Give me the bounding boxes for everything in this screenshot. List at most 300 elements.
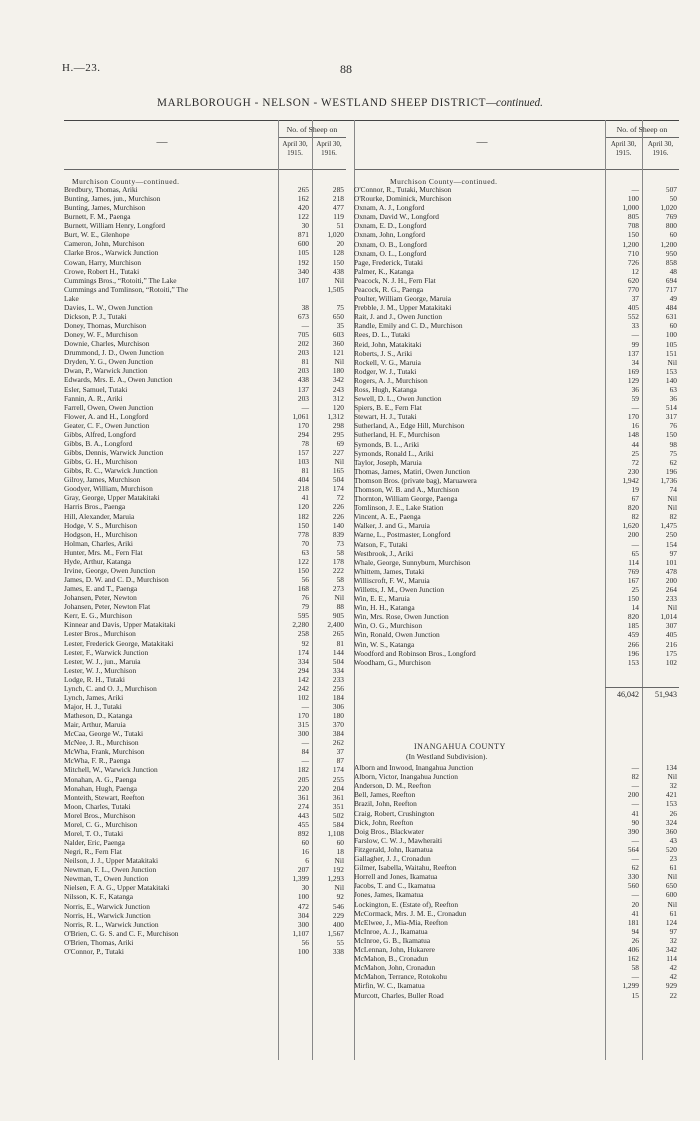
table-row	[354, 258, 679, 267]
owner-name: McNee, J. R., Murchison	[64, 738, 139, 748]
owner-name: Oxnam, A. J., Longford	[354, 203, 425, 213]
owner-name: Sutherland, H. F., Murchison	[354, 430, 440, 440]
table-row	[354, 321, 679, 330]
sheep-1916: 800	[665, 221, 677, 231]
sheep-1916: 360	[332, 339, 344, 349]
owner-name: O'Connor, P., Tutaki	[64, 946, 124, 956]
sheep-1916: 839	[332, 529, 344, 539]
sheep-1916: 48	[669, 266, 677, 276]
sheep-1916: 184	[332, 692, 344, 702]
owner-name: Walker, J. and G., Maruia	[354, 521, 430, 531]
sheep-1915: 79	[301, 602, 309, 612]
sheep-1915: 726	[627, 257, 639, 267]
owner-name: Oxnam, E. D., Longford	[354, 221, 427, 231]
owner-name: Win, O. G., Murchison	[354, 621, 423, 631]
sheep-1915: 390	[627, 826, 639, 836]
table-row	[64, 366, 346, 375]
table-row	[354, 267, 679, 276]
sheep-1915: 1,620	[622, 521, 639, 531]
owner-name: Mirfin, W. C., Ikamatua	[354, 981, 425, 991]
sheep-1916: Nil	[667, 772, 677, 782]
table-row	[354, 945, 679, 954]
inangahua-heading: INANGAHUA COUNTY	[414, 742, 506, 751]
sheep-1915: 404	[297, 475, 309, 485]
left-header-dash: —	[156, 136, 168, 148]
sheep-1915: 300	[297, 729, 309, 739]
table-row	[354, 981, 679, 990]
total-1916: 51,943	[655, 690, 677, 699]
owner-name: Win, H. H., Katanga	[354, 603, 415, 613]
sheep-1915: 19	[631, 484, 639, 494]
sheep-1915: 330	[627, 872, 639, 882]
sheep-1916: 74	[669, 484, 677, 494]
table-row	[64, 720, 346, 729]
sheep-1916: 285	[332, 185, 344, 194]
owner-name: Burnett, F. M., Paenga	[64, 212, 131, 222]
sheep-1915: 443	[297, 810, 309, 820]
sheep-1916: 51	[336, 221, 344, 231]
sheep-1915: 300	[297, 919, 309, 929]
owner-name: Dryden, Y. G., Owen Junction	[64, 357, 154, 367]
page-id: H.—23.	[62, 62, 101, 74]
inangahua-subheading: (In Westland Subdivision).	[406, 752, 488, 761]
owner-name: Monteith, Stewart, Reefton	[64, 792, 145, 802]
sheep-1915: 170	[297, 711, 309, 721]
sheep-1915: 63	[301, 547, 309, 557]
sheep-1915: 100	[297, 892, 309, 902]
sheep-1915: 100	[627, 194, 639, 204]
owner-name: Lester, W. J., Murchison	[64, 665, 137, 675]
owner-name: Oxnam, O. B., Longford	[354, 239, 427, 249]
table-row	[354, 467, 679, 476]
table-row	[354, 567, 679, 576]
owner-name: Doney, Thomas, Murchison	[64, 321, 147, 331]
sheep-1916: Nil	[334, 883, 344, 893]
sheep-1916: 273	[332, 584, 344, 594]
table-row	[64, 620, 346, 629]
right-section-heading: Murchison County—continued.	[390, 177, 498, 186]
owner-name: Doig Bros., Blackwater	[354, 826, 424, 836]
table-row	[64, 847, 346, 856]
sheep-1915: 595	[297, 611, 309, 621]
table-row	[64, 248, 346, 257]
owner-name: Fitzgerald, John, Ikamatua	[354, 844, 433, 854]
sheep-1915: 41	[631, 808, 639, 818]
sheep-1916: 75	[669, 448, 677, 458]
table-row	[64, 829, 346, 838]
sheep-1915: 153	[627, 657, 639, 667]
sheep-1915: 78	[301, 438, 309, 448]
sheep-1916: 306	[332, 701, 344, 711]
table-row	[354, 612, 679, 621]
sheep-1915: 438	[297, 375, 309, 385]
owner-name: Doney, W. F., Murchison	[64, 330, 138, 340]
owner-name: Drummond, J. D., Owen Junction	[64, 348, 164, 358]
table-row	[64, 929, 346, 938]
table-row	[64, 239, 346, 248]
owner-name: Watson, F., Tutaki	[354, 539, 408, 549]
owner-name: Harris Bros., Paenga	[64, 502, 126, 512]
table-row	[354, 440, 679, 449]
table-row	[64, 729, 346, 738]
table-row	[64, 938, 346, 947]
sheep-1916: 58	[336, 575, 344, 584]
table-row	[64, 629, 346, 638]
table-row	[354, 658, 679, 667]
left-section-heading: Murchison County—continued.	[72, 177, 180, 186]
sheep-1916: 717	[665, 284, 677, 294]
table-row	[64, 439, 346, 448]
owner-name: McCormack, Mrs. J. M. E., Cronadun	[354, 908, 467, 918]
owner-name: Monahan, Hugh, Paenga	[64, 783, 138, 793]
right-header-no-of-sheep: No. of Sheep on	[605, 123, 679, 138]
owner-name: Sutherland, A., Edge Hill, Murchison	[354, 421, 465, 431]
table-row	[354, 781, 679, 790]
sheep-1916: 175	[665, 648, 677, 658]
sheep-1915: 105	[297, 248, 309, 258]
owner-name: Woodham, G., Murchison	[354, 657, 431, 667]
owner-name: Page, Frederick, Tutaki	[354, 257, 423, 267]
sheep-1916: 87	[336, 756, 344, 766]
sheep-1916: 218	[332, 194, 344, 204]
sheep-1916: 360	[665, 826, 677, 836]
sheep-1915: 218	[297, 484, 309, 494]
sheep-1916: 75	[336, 302, 344, 312]
table-row	[354, 330, 679, 339]
sheep-1915: 142	[297, 674, 309, 684]
table-row	[64, 230, 346, 239]
sheep-1916: 342	[665, 945, 677, 954]
sheep-1916: 140	[665, 375, 677, 385]
sheep-1916: 42	[669, 972, 677, 982]
sheep-1915: 65	[631, 548, 639, 558]
sheep-1915: 34	[631, 357, 639, 367]
sheep-1916: 650	[332, 311, 344, 321]
sheep-1916: 324	[665, 817, 677, 827]
table-row	[354, 521, 679, 530]
owner-name: Bell, James, Reefton	[354, 790, 416, 800]
owner-name: Brazil, John, Reefton	[354, 799, 417, 809]
sheep-1916: Nil	[667, 872, 677, 882]
sheep-1916: 153	[665, 799, 677, 809]
sheep-1915: 1,942	[622, 475, 639, 485]
sheep-1916: 1,020	[660, 203, 677, 213]
sheep-1916: 58	[336, 547, 344, 557]
owner-name: McInroe, A. J., Ikamatua	[354, 926, 428, 936]
sheep-1916: 200	[665, 575, 677, 585]
total-1915: 46,042	[617, 690, 639, 699]
table-row	[64, 448, 346, 457]
sheep-1915: 122	[297, 212, 309, 222]
owner-name: Morel Bros., Murchison	[64, 810, 136, 820]
sheep-1916: 196	[665, 466, 677, 476]
table-row	[64, 684, 346, 693]
owner-name: Johansen, Peter, Newton	[64, 593, 137, 603]
sheep-1916: 69	[336, 438, 344, 448]
owner-name: Kerr, E. G., Murchison	[64, 611, 133, 621]
owner-name: Prebble, J. M., Upper Matakitaki	[354, 303, 452, 313]
sheep-1915: —	[631, 799, 639, 809]
table-row	[354, 649, 679, 658]
sheep-1915: —	[631, 539, 639, 549]
right-column	[354, 120, 679, 1060]
table-row	[64, 711, 346, 720]
left-column	[64, 120, 346, 1060]
sheep-1915: 92	[301, 638, 309, 648]
sheep-1916: 61	[669, 863, 677, 873]
owner-name: Lockington, E. (Estate of), Reefton	[354, 899, 459, 909]
owner-name: Rockell, V. G., Maruia	[354, 357, 421, 367]
sheep-1915: 196	[627, 648, 639, 658]
table-row	[64, 539, 346, 548]
sheep-1915: 67	[631, 494, 639, 504]
sheep-1916: 650	[665, 881, 677, 891]
sheep-1916: 97	[669, 548, 677, 558]
sheep-1915: 76	[301, 593, 309, 603]
owner-name: O'Rourke, Dominick, Murchison	[354, 194, 452, 204]
owner-name: Ross, Hugh, Katanga	[354, 384, 417, 394]
owner-name: Anderson, D. M., Reefton	[354, 781, 431, 791]
sheep-1915: 107	[297, 275, 309, 285]
sheep-1915: 114	[628, 557, 639, 567]
sheep-1915: 12	[631, 266, 639, 276]
owner-name: Spiers, B. E., Fern Flat	[354, 403, 422, 413]
sheep-1916: 262	[332, 738, 344, 748]
owner-name: Cameron, John, Murchison	[64, 239, 145, 249]
table-row	[354, 540, 679, 549]
owner-name: Oxnam, O. L., Longford	[354, 248, 427, 258]
sheep-1915: 207	[297, 865, 309, 875]
sheep-1915: 150	[627, 594, 639, 604]
sheep-1915: 56	[301, 575, 309, 584]
table-row	[64, 457, 346, 466]
sheep-1916: 600	[665, 890, 677, 900]
sheep-1915: 708	[627, 221, 639, 231]
sheep-1916: 478	[665, 566, 677, 576]
table-row	[354, 303, 679, 312]
sheep-1916: 97	[669, 926, 677, 936]
sheep-1915: 150	[297, 565, 309, 575]
right-column-header	[354, 120, 679, 168]
sheep-1915: 420	[297, 203, 309, 213]
sheep-1915: 200	[627, 530, 639, 540]
sheep-1916: 192	[332, 865, 344, 875]
table-row	[354, 430, 679, 439]
sheep-1916: 631	[665, 312, 677, 322]
sheep-1916: 174	[332, 765, 344, 775]
sheep-1915: 185	[627, 621, 639, 631]
sheep-1915: 162	[627, 954, 639, 964]
table-row	[64, 947, 346, 956]
owner-name: Lodge, R. H., Tutaki	[64, 674, 125, 684]
sheep-1915: 137	[297, 384, 309, 394]
sheep-1915: 1,299	[622, 981, 639, 991]
sheep-1916: 438	[332, 266, 344, 276]
sheep-1916: 165	[332, 466, 344, 476]
owner-name: McWha, F. R., Paenga	[64, 756, 131, 766]
sheep-1916: Nil	[667, 357, 677, 367]
owner-name: Alborn and Inwood, Inangahua Junction	[354, 763, 474, 772]
owner-name: Williscroft, F. W., Maruia	[354, 575, 430, 585]
table-row	[64, 557, 346, 566]
table-row	[64, 357, 346, 366]
owner-name: Stewart, H. J., Tutaki	[354, 412, 417, 422]
owner-name: Norris, R. L., Warwick Junction	[64, 919, 159, 929]
table-row	[64, 611, 346, 620]
sheep-1915: 192	[297, 257, 309, 267]
sheep-1916: 36	[669, 394, 677, 404]
owner-name: Hunter, Mrs. M., Fern Flat	[64, 547, 143, 557]
sheep-1915: 871	[297, 230, 309, 240]
sheep-1916: 233	[665, 594, 677, 604]
sheep-1916: 227	[332, 448, 344, 458]
sheep-1915: 560	[627, 881, 639, 891]
table-row	[354, 790, 679, 799]
owner-name: Moon, Charles, Tutaki	[64, 801, 131, 811]
sheep-1915: 82	[631, 512, 639, 522]
page-number: 88	[340, 62, 352, 76]
table-row	[64, 639, 346, 648]
sheep-1915: 242	[297, 683, 309, 693]
sheep-1916: 1,312	[327, 411, 344, 421]
owner-name: McElwee, J., Mia-Mia, Reefton	[354, 917, 448, 927]
owner-name: Tomlinson, J. E., Lake Station	[354, 503, 444, 513]
table-row	[354, 991, 679, 1000]
sheep-1915: 620	[627, 275, 639, 285]
owner-name: Cummings and Tomlinson, “Rotoiti,” The	[64, 284, 189, 294]
owner-name: Newman, T., Owen Junction	[64, 874, 149, 884]
table-row	[354, 918, 679, 927]
sheep-1916: 61	[669, 908, 677, 918]
table-row	[354, 927, 679, 936]
sheep-1915: 148	[627, 430, 639, 440]
sheep-1915: 102	[297, 692, 309, 702]
owner-name: Win, Mrs. Rose, Owen Junction	[354, 612, 449, 622]
sheep-1916: 1,014	[660, 612, 677, 622]
table-row	[64, 221, 346, 230]
sheep-1916: 114	[666, 954, 677, 964]
table-row	[354, 285, 679, 294]
sheep-1916: Nil	[667, 899, 677, 909]
owner-name: Craig, Robert, Crushington	[354, 808, 435, 818]
table-row	[354, 221, 679, 230]
table-row	[354, 872, 679, 881]
table-row	[354, 818, 679, 827]
owner-name: Farrell, Owen, Owen Junction	[64, 402, 154, 412]
owner-name: Newman, F. L., Owen Junction	[64, 865, 157, 875]
table-row	[354, 763, 679, 772]
owner-name: Farslow, C. W. J., Mawheraiti	[354, 835, 442, 845]
owner-name: Lester Bros., Murchison	[64, 629, 136, 639]
owner-name: Gallagher, J. J., Cronadun	[354, 854, 431, 863]
sheep-1915: 600	[297, 239, 309, 249]
owner-name: Burnett, William Henry, Longford	[64, 221, 166, 231]
sheep-1915: 361	[297, 792, 309, 802]
left-header-1916: April 30, 1916.	[316, 140, 342, 157]
sheep-1915: 1,061	[292, 411, 309, 421]
table-row	[354, 185, 679, 194]
sheep-1916: 421	[665, 790, 677, 800]
table-row	[354, 845, 679, 854]
table-row	[64, 566, 346, 575]
sheep-1916: 62	[669, 457, 677, 467]
sheep-1915: 274	[297, 801, 309, 811]
owner-name: Nilsson, K. F., Katanga	[64, 892, 133, 902]
owner-name: Gray, George, Upper Matakitaki	[64, 493, 160, 503]
owner-name: Reid, John, Matakitaki	[354, 339, 422, 349]
sheep-1916: 405	[665, 630, 677, 640]
sheep-1915: 170	[627, 412, 639, 422]
sheep-1915: —	[631, 763, 639, 772]
sheep-1916: 243	[332, 384, 344, 394]
table-row	[64, 312, 346, 321]
sheep-1915: 200	[627, 790, 639, 800]
table-row	[354, 394, 679, 403]
sheep-1916: 694	[665, 275, 677, 285]
sheep-1916: 546	[332, 901, 344, 911]
owner-name: Edwards, Mrs. E. A., Owen Junction	[64, 375, 173, 385]
table-row	[64, 339, 346, 348]
table-row	[354, 249, 679, 258]
owner-name: Bunting, James, jun., Murchison	[64, 194, 161, 204]
sheep-1916: 22	[669, 990, 677, 1000]
owner-name: Willetts, J. M., Owen Junction	[354, 584, 445, 594]
sheep-1915: 150	[297, 520, 309, 530]
table-row	[354, 640, 679, 649]
table-row	[354, 909, 679, 918]
table-row	[64, 385, 346, 394]
owner-name: McMahon, B., Cronadun	[354, 954, 429, 964]
owner-name: Bredbury, Thomas, Ariki	[64, 185, 138, 194]
table-row	[64, 575, 346, 584]
sheep-1916: 950	[665, 248, 677, 258]
sheep-1916: 229	[332, 910, 344, 920]
sheep-1915: 30	[301, 221, 309, 231]
sheep-1915: 157	[297, 448, 309, 458]
sheep-1915: 220	[297, 783, 309, 793]
sheep-1915: —	[631, 854, 639, 863]
table-row	[354, 458, 679, 467]
owner-name: Jones, James, Ikamatua	[354, 890, 424, 900]
table-row	[64, 675, 346, 684]
table-row	[354, 203, 679, 212]
table-row	[354, 881, 679, 890]
sheep-1915: 37	[631, 294, 639, 304]
sheep-1916: 81	[336, 638, 344, 648]
sheep-1915: 564	[627, 844, 639, 854]
sheep-1916: 32	[669, 781, 677, 791]
table-row	[354, 494, 679, 503]
sheep-1915: 25	[631, 448, 639, 458]
table-row	[64, 403, 346, 412]
owner-name: McCaa, George W., Tutaki	[64, 729, 144, 739]
sheep-1915: 203	[297, 393, 309, 403]
sheep-1915: 60	[301, 838, 309, 848]
sheep-1915: 892	[297, 828, 309, 838]
table-row	[354, 900, 679, 909]
sheep-1916: 23	[669, 854, 677, 863]
sheep-1915: 30	[301, 883, 309, 893]
table-row	[64, 811, 346, 820]
sheep-1915: 20	[631, 899, 639, 909]
owner-name: Downie, Charles, Murchison	[64, 339, 150, 349]
sheep-1916: 502	[332, 810, 344, 820]
sheep-1916: Nil	[334, 457, 344, 467]
table-row	[354, 194, 679, 203]
table-row	[64, 657, 346, 666]
owner-name: Burt, W. E., Glenhope	[64, 230, 130, 240]
sheep-1916: 154	[665, 539, 677, 549]
